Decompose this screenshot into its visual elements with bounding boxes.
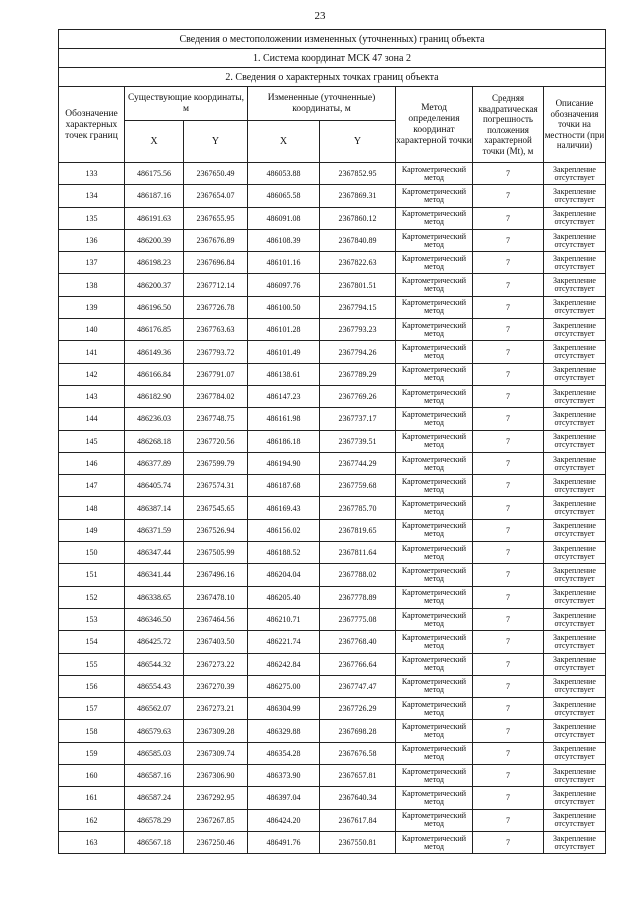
changed-x-cell: 486186.18: [248, 430, 320, 452]
table-row: [59, 452, 606, 474]
description-cell: Закрепление отсутствует: [544, 653, 606, 675]
description-cell: Закрепление отсутствует: [544, 430, 606, 452]
accuracy-cell: 7: [473, 497, 544, 519]
accuracy-cell: 7: [473, 363, 544, 385]
changed-x-cell: 486108.39: [248, 229, 320, 251]
method-cell: Картометрический метод: [396, 185, 473, 207]
table-row: [59, 742, 606, 764]
changed-coords-header: Измененные (уточненные) координаты, м: [248, 87, 396, 121]
accuracy-cell: 7: [473, 765, 544, 787]
changed-y-cell: 2367775.08: [320, 608, 396, 630]
existing-y-cell: 2367267.85: [184, 809, 248, 831]
accuracy-cell: 7: [473, 385, 544, 407]
description-cell: Закрепление отсутствует: [544, 608, 606, 630]
method-cell: Картометрический метод: [396, 207, 473, 229]
description-header: Описание обозначения точки на местности (при наличии): [544, 87, 606, 163]
changed-y-cell: 2367739.51: [320, 430, 396, 452]
changed-y-cell: 2367726.29: [320, 698, 396, 720]
changed-y-cell: 2367789.29: [320, 363, 396, 385]
existing-x-cell: 486371.59: [125, 519, 184, 541]
changed-x-header: X: [248, 121, 320, 163]
changed-x-cell: 486210.71: [248, 608, 320, 630]
existing-y-cell: 2367292.95: [184, 787, 248, 809]
accuracy-cell: 7: [473, 207, 544, 229]
table-title: Сведения о местоположении измененных (уточненных) границ объекта: [59, 30, 606, 49]
table-row: [59, 207, 606, 229]
changed-y-cell: 2367550.81: [320, 831, 396, 853]
existing-x-cell: 486182.90: [125, 385, 184, 407]
existing-y-cell: 2367478.10: [184, 586, 248, 608]
table-row: [59, 653, 606, 675]
existing-x-cell: 486175.56: [125, 163, 184, 185]
changed-y-header: Y: [320, 121, 396, 163]
method-cell: Картометрический метод: [396, 363, 473, 385]
changed-x-cell: 486065.58: [248, 185, 320, 207]
accuracy-cell: 7: [473, 475, 544, 497]
changed-x-cell: 486242.84: [248, 653, 320, 675]
existing-y-cell: 2367309.74: [184, 742, 248, 764]
description-cell: Закрепление отсутствует: [544, 720, 606, 742]
description-cell: Закрепление отсутствует: [544, 363, 606, 385]
accuracy-cell: 7: [473, 274, 544, 296]
point-cell: 155: [59, 653, 125, 675]
table-row: [59, 542, 606, 564]
changed-x-cell: 486373.90: [248, 765, 320, 787]
description-cell: Закрепление отсутствует: [544, 385, 606, 407]
existing-y-cell: 2367574.31: [184, 475, 248, 497]
description-cell: Закрепление отсутствует: [544, 452, 606, 474]
existing-y-cell: 2367712.14: [184, 274, 248, 296]
point-cell: 139: [59, 296, 125, 318]
changed-y-cell: 2367768.40: [320, 631, 396, 653]
existing-y-cell: 2367726.78: [184, 296, 248, 318]
description-cell: Закрепление отсутствует: [544, 698, 606, 720]
method-cell: Картометрический метод: [396, 252, 473, 274]
description-cell: Закрепление отсутствует: [544, 497, 606, 519]
existing-y-cell: 2367676.89: [184, 229, 248, 251]
table-row: [59, 363, 606, 385]
point-cell: 133: [59, 163, 125, 185]
existing-y-cell: 2367748.75: [184, 408, 248, 430]
point-cell: 152: [59, 586, 125, 608]
method-cell: Картометрический метод: [396, 742, 473, 764]
changed-x-cell: 486097.76: [248, 274, 320, 296]
changed-x-cell: 486161.98: [248, 408, 320, 430]
existing-x-cell: 486149.36: [125, 341, 184, 363]
changed-y-cell: 2367785.70: [320, 497, 396, 519]
accuracy-cell: 7: [473, 185, 544, 207]
changed-x-cell: 486205.40: [248, 586, 320, 608]
boundary-points-table: [58, 29, 606, 854]
changed-y-cell: 2367747.47: [320, 675, 396, 697]
changed-x-cell: 486169.43: [248, 497, 320, 519]
point-cell: 135: [59, 207, 125, 229]
table-row: [59, 408, 606, 430]
changed-y-cell: 2367698.28: [320, 720, 396, 742]
existing-x-cell: 486198.23: [125, 252, 184, 274]
accuracy-cell: 7: [473, 631, 544, 653]
existing-x-cell: 486579.63: [125, 720, 184, 742]
method-cell: Картометрический метод: [396, 608, 473, 630]
existing-y-cell: 2367599.79: [184, 452, 248, 474]
description-cell: Закрепление отсутствует: [544, 809, 606, 831]
table-row: [59, 809, 606, 831]
accuracy-cell: 7: [473, 408, 544, 430]
changed-y-cell: 2367869.31: [320, 185, 396, 207]
point-cell: 146: [59, 452, 125, 474]
point-cell: 138: [59, 274, 125, 296]
table-row: [59, 698, 606, 720]
point-cell: 134: [59, 185, 125, 207]
existing-x-cell: 486347.44: [125, 542, 184, 564]
accuracy-cell: 7: [473, 564, 544, 586]
existing-x-cell: 486346.50: [125, 608, 184, 630]
changed-x-cell: 486397.04: [248, 787, 320, 809]
method-cell: Картометрический метод: [396, 564, 473, 586]
changed-y-cell: 2367793.23: [320, 319, 396, 341]
method-cell: Картометрический метод: [396, 675, 473, 697]
table-row: [59, 631, 606, 653]
description-cell: Закрепление отсутствует: [544, 296, 606, 318]
method-cell: Картометрический метод: [396, 542, 473, 564]
method-cell: Картометрический метод: [396, 385, 473, 407]
point-cell: 144: [59, 408, 125, 430]
existing-y-cell: 2367403.50: [184, 631, 248, 653]
existing-x-cell: 486338.65: [125, 586, 184, 608]
accuracy-cell: 7: [473, 252, 544, 274]
method-cell: Картометрический метод: [396, 319, 473, 341]
point-cell: 151: [59, 564, 125, 586]
point-cell: 156: [59, 675, 125, 697]
method-header: Метод определения координат характерной точки: [396, 87, 473, 163]
existing-x-cell: 486562.07: [125, 698, 184, 720]
description-cell: Закрепление отсутствует: [544, 207, 606, 229]
point-cell: 136: [59, 229, 125, 251]
changed-x-cell: 486275.00: [248, 675, 320, 697]
existing-y-cell: 2367526.94: [184, 519, 248, 541]
changed-y-cell: 2367860.12: [320, 207, 396, 229]
existing-y-cell: 2367309.28: [184, 720, 248, 742]
description-cell: Закрепление отсутствует: [544, 408, 606, 430]
changed-x-cell: 486053.88: [248, 163, 320, 185]
existing-y-cell: 2367655.95: [184, 207, 248, 229]
changed-y-cell: 2367737.17: [320, 408, 396, 430]
existing-x-cell: 486425.72: [125, 631, 184, 653]
accuracy-cell: 7: [473, 720, 544, 742]
existing-y-cell: 2367654.07: [184, 185, 248, 207]
section-title: 2. Сведения о характерных точках границ объекта: [59, 68, 606, 87]
accuracy-cell: 7: [473, 519, 544, 541]
point-cell: 137: [59, 252, 125, 274]
point-cell: 163: [59, 831, 125, 853]
changed-x-cell: 486100.50: [248, 296, 320, 318]
changed-x-cell: 486101.16: [248, 252, 320, 274]
changed-x-cell: 486424.20: [248, 809, 320, 831]
changed-y-cell: 2367794.26: [320, 341, 396, 363]
designation-header: [59, 87, 125, 163]
point-cell: 157: [59, 698, 125, 720]
accuracy-cell: 7: [473, 319, 544, 341]
point-cell: 150: [59, 542, 125, 564]
point-cell: 147: [59, 475, 125, 497]
table-row: [59, 765, 606, 787]
changed-x-cell: 486194.90: [248, 452, 320, 474]
table-row: [59, 608, 606, 630]
table-row: [59, 831, 606, 853]
changed-y-cell: 2367766.64: [320, 653, 396, 675]
description-cell: Закрепление отсутствует: [544, 252, 606, 274]
point-cell: 161: [59, 787, 125, 809]
existing-y-cell: 2367306.90: [184, 765, 248, 787]
point-cell: 160: [59, 765, 125, 787]
designation-header-top: Обозначение: [65, 109, 118, 119]
existing-coords-header: Существующие координаты, м: [125, 87, 248, 121]
page-number: 23: [314, 10, 326, 22]
changed-y-cell: 2367852.95: [320, 163, 396, 185]
method-cell: Картометрический метод: [396, 452, 473, 474]
existing-x-cell: 486187.16: [125, 185, 184, 207]
changed-x-cell: 486187.68: [248, 475, 320, 497]
method-cell: Картометрический метод: [396, 809, 473, 831]
existing-y-cell: 2367791.07: [184, 363, 248, 385]
method-cell: Картометрический метод: [396, 274, 473, 296]
accuracy-cell: 7: [473, 229, 544, 251]
changed-x-cell: 486304.99: [248, 698, 320, 720]
changed-y-cell: 2367788.02: [320, 564, 396, 586]
existing-x-cell: 486176.85: [125, 319, 184, 341]
changed-x-cell: 486204.04: [248, 564, 320, 586]
point-cell: 140: [59, 319, 125, 341]
description-cell: Закрепление отсутствует: [544, 519, 606, 541]
existing-y-cell: 2367273.21: [184, 698, 248, 720]
existing-x-cell: 486585.03: [125, 742, 184, 764]
description-cell: Закрепление отсутствует: [544, 564, 606, 586]
table-row: [59, 519, 606, 541]
description-cell: Закрепление отсутствует: [544, 319, 606, 341]
changed-x-cell: 486329.88: [248, 720, 320, 742]
existing-y-cell: 2367650.49: [184, 163, 248, 185]
existing-x-cell: 486554.43: [125, 675, 184, 697]
existing-x-cell: 486196.50: [125, 296, 184, 318]
description-cell: Закрепление отсутствует: [544, 742, 606, 764]
accuracy-cell: 7: [473, 675, 544, 697]
accuracy-cell: 7: [473, 341, 544, 363]
table-row: [59, 787, 606, 809]
changed-y-cell: 2367811.64: [320, 542, 396, 564]
existing-y-cell: 2367545.65: [184, 497, 248, 519]
coordinate-system: 1. Система координат МСК 47 зона 2: [59, 49, 606, 68]
changed-x-cell: 486354.28: [248, 742, 320, 764]
existing-y-cell: 2367720.56: [184, 430, 248, 452]
changed-y-cell: 2367819.65: [320, 519, 396, 541]
description-cell: Закрепление отсутствует: [544, 831, 606, 853]
existing-y-cell: 2367763.63: [184, 319, 248, 341]
existing-y-cell: 2367793.72: [184, 341, 248, 363]
description-cell: Закрепление отсутствует: [544, 163, 606, 185]
changed-x-cell: 486188.52: [248, 542, 320, 564]
existing-y-cell: 2367496.16: [184, 564, 248, 586]
existing-x-cell: 486405.74: [125, 475, 184, 497]
accuracy-cell: 7: [473, 608, 544, 630]
changed-y-cell: 2367744.29: [320, 452, 396, 474]
description-cell: Закрепление отсутствует: [544, 274, 606, 296]
table-row: [59, 720, 606, 742]
table-row: [59, 185, 606, 207]
table-row: [59, 319, 606, 341]
method-cell: Картометрический метод: [396, 430, 473, 452]
existing-x-cell: 486341.44: [125, 564, 184, 586]
accuracy-cell: 7: [473, 430, 544, 452]
description-cell: Закрепление отсутствует: [544, 631, 606, 653]
method-cell: Картометрический метод: [396, 653, 473, 675]
point-cell: 143: [59, 385, 125, 407]
changed-x-cell: 486101.49: [248, 341, 320, 363]
description-cell: Закрепление отсутствует: [544, 675, 606, 697]
accuracy-cell: 7: [473, 163, 544, 185]
method-cell: Картометрический метод: [396, 229, 473, 251]
table-row: [59, 564, 606, 586]
table-row: [59, 296, 606, 318]
table-row: [59, 252, 606, 274]
point-cell: 148: [59, 497, 125, 519]
table-row: [59, 229, 606, 251]
method-cell: Картометрический метод: [396, 787, 473, 809]
table-row: [59, 497, 606, 519]
description-cell: Закрепление отсутствует: [544, 787, 606, 809]
existing-y-cell: 2367784.02: [184, 385, 248, 407]
existing-x-header: X: [125, 121, 184, 163]
method-cell: Картометрический метод: [396, 631, 473, 653]
existing-x-cell: 486166.84: [125, 363, 184, 385]
changed-y-cell: 2367759.68: [320, 475, 396, 497]
changed-y-cell: 2367769.26: [320, 385, 396, 407]
changed-x-cell: 486156.02: [248, 519, 320, 541]
point-cell: 162: [59, 809, 125, 831]
description-cell: Закрепление отсутствует: [544, 475, 606, 497]
changed-y-cell: 2367676.58: [320, 742, 396, 764]
description-cell: Закрепление отсутствует: [544, 341, 606, 363]
table-row: [59, 341, 606, 363]
point-cell: 154: [59, 631, 125, 653]
description-cell: Закрепление отсутствует: [544, 765, 606, 787]
accuracy-cell: 7: [473, 698, 544, 720]
method-cell: Картометрический метод: [396, 497, 473, 519]
changed-x-cell: 486221.74: [248, 631, 320, 653]
changed-y-cell: 2367657.81: [320, 765, 396, 787]
existing-x-cell: 486200.37: [125, 274, 184, 296]
existing-y-cell: 2367505.99: [184, 542, 248, 564]
point-cell: 145: [59, 430, 125, 452]
designation-header-bottom: характерных точек границ: [65, 120, 118, 141]
table-row: [59, 385, 606, 407]
accuracy-cell: 7: [473, 296, 544, 318]
method-cell: Картометрический метод: [396, 163, 473, 185]
method-cell: Картометрический метод: [396, 296, 473, 318]
accuracy-cell: 7: [473, 809, 544, 831]
description-cell: Закрепление отсутствует: [544, 586, 606, 608]
existing-x-cell: 486544.32: [125, 653, 184, 675]
accuracy-header: Средняя квадратическая погрешность положения характерной точки (Mt), м: [473, 87, 544, 163]
changed-x-cell: 486138.61: [248, 363, 320, 385]
method-cell: Картометрический метод: [396, 341, 473, 363]
changed-y-cell: 2367617.84: [320, 809, 396, 831]
description-cell: Закрепление отсутствует: [544, 185, 606, 207]
accuracy-cell: 7: [473, 831, 544, 853]
description-cell: Закрепление отсутствует: [544, 229, 606, 251]
existing-y-cell: 2367464.56: [184, 608, 248, 630]
existing-x-cell: 486587.24: [125, 787, 184, 809]
method-cell: Картометрический метод: [396, 765, 473, 787]
point-cell: 149: [59, 519, 125, 541]
accuracy-cell: 7: [473, 452, 544, 474]
method-cell: Картометрический метод: [396, 475, 473, 497]
changed-x-cell: 486147.23: [248, 385, 320, 407]
method-cell: Картометрический метод: [396, 831, 473, 853]
changed-y-cell: 2367794.15: [320, 296, 396, 318]
method-cell: Картометрический метод: [396, 698, 473, 720]
table-row: [59, 430, 606, 452]
point-cell: 159: [59, 742, 125, 764]
changed-y-cell: 2367640.34: [320, 787, 396, 809]
table-row: [59, 475, 606, 497]
existing-y-cell: 2367250.46: [184, 831, 248, 853]
accuracy-cell: 7: [473, 742, 544, 764]
changed-y-cell: 2367778.89: [320, 586, 396, 608]
point-cell: 153: [59, 608, 125, 630]
accuracy-cell: 7: [473, 787, 544, 809]
description-cell: Закрепление отсутствует: [544, 542, 606, 564]
accuracy-cell: 7: [473, 586, 544, 608]
point-cell: 158: [59, 720, 125, 742]
table-row: [59, 675, 606, 697]
accuracy-cell: 7: [473, 542, 544, 564]
changed-x-cell: 486101.28: [248, 319, 320, 341]
changed-x-cell: 486491.76: [248, 831, 320, 853]
existing-x-cell: 486236.03: [125, 408, 184, 430]
existing-x-cell: 486587.16: [125, 765, 184, 787]
existing-y-cell: 2367270.39: [184, 675, 248, 697]
changed-x-cell: 486091.08: [248, 207, 320, 229]
method-cell: Картометрический метод: [396, 519, 473, 541]
accuracy-cell: 7: [473, 653, 544, 675]
existing-y-cell: 2367696.84: [184, 252, 248, 274]
table-body: [59, 163, 606, 854]
changed-y-cell: 2367801.51: [320, 274, 396, 296]
method-cell: Картометрический метод: [396, 586, 473, 608]
method-cell: Картометрический метод: [396, 408, 473, 430]
method-cell: Картометрический метод: [396, 720, 473, 742]
point-cell: 141: [59, 341, 125, 363]
existing-x-cell: 486191.63: [125, 207, 184, 229]
table-row: [59, 274, 606, 296]
existing-x-cell: 486200.39: [125, 229, 184, 251]
existing-y-header: Y: [184, 121, 248, 163]
existing-x-cell: 486268.18: [125, 430, 184, 452]
table-row: [59, 586, 606, 608]
existing-x-cell: 486578.29: [125, 809, 184, 831]
existing-y-cell: 2367273.22: [184, 653, 248, 675]
point-cell: 142: [59, 363, 125, 385]
existing-x-cell: 486377.89: [125, 452, 184, 474]
existing-x-cell: 486387.14: [125, 497, 184, 519]
changed-y-cell: 2367822.63: [320, 252, 396, 274]
existing-x-cell: 486567.18: [125, 831, 184, 853]
table-row: [59, 163, 606, 185]
changed-y-cell: 2367840.89: [320, 229, 396, 251]
